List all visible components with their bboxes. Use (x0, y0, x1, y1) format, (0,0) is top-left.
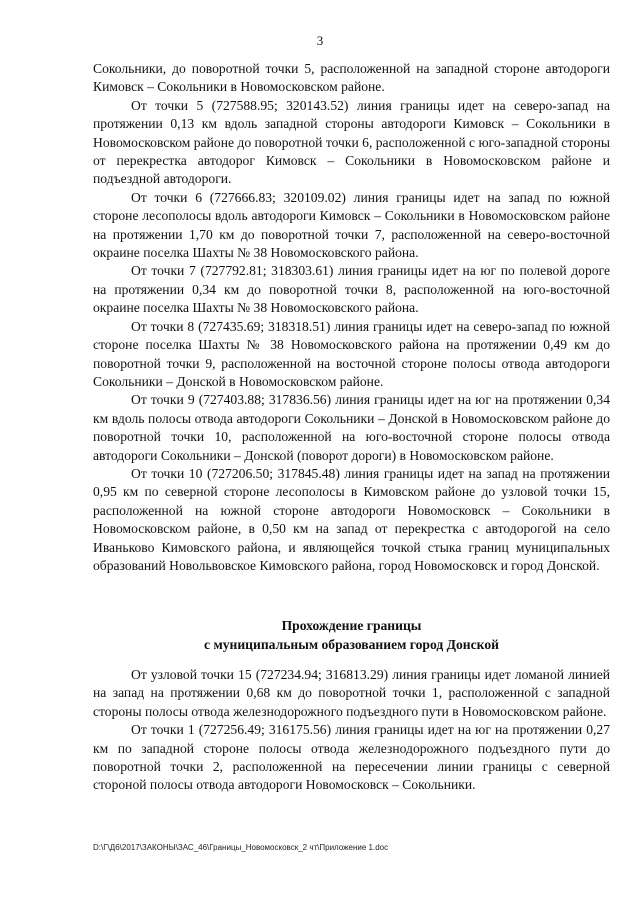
donskoy-boundary-text (93, 666, 610, 795)
paragraph-point-1: От точки 1 (727256.49; 316175.56) линия границы идет на юг на протяжении 0,27 км по западной стороне полосы отвода железнодорожного подъездного пути до поворотной точки 2, расположенной на пересечении линии границы с северной стороной полосы отвода автодороги Новомосковск – Сокольники. (93, 722, 610, 793)
paragraph-point-5: От точки 5 (727588.95; 320143.52) линия границы идет на северо-запад на протяжении 0,13 км вдоль западной стороны автодороги Кимовск – Сокольники в Новомосковском районе до поворотной точки 6, расположенной с юго-западной стороны от перекрестка автодорог Кимовск – Сокольники в Новомосковском районе и подъездной автодороги. (93, 97, 610, 187)
paragraph-node-point-15: От узловой точки 15 (727234.94; 316813.29) линия границы идет ломаной линией на запад на протяжении 0,68 км до поворотной точки 1, расположенной с западной стороны полосы отвода железнодорожного подъездного пути в Новомосковском районе. (93, 667, 610, 719)
paragraph-continuation: Сокольники, до поворотной точки 5, расположенной на западной стороне автодороги Кимовск – Сокольники в Новомосковском районе. (93, 61, 610, 95)
boundary-description-text (93, 60, 610, 575)
paragraph-point-10: От точки 10 (727206.50; 317845.48) линия границы идет на запад на протяжении 0,95 км по северной стороне лесополосы в Кимовском районе до узловой точки 15, расположенной на южной стороне автодороги Новомосковск – Сокольники в Новомосковском районе, в 0,50 км на запад от перекрестка с автодорогой на село Иваньково Кимовского района, и являющейся точкой стыка границ муниципальных образований Новольвовское Кимовского района, город Новомосковск и город Донской. (93, 465, 610, 573)
section-heading-line-2: с муниципальным образованием город Донской (204, 636, 499, 652)
section-heading (93, 617, 610, 654)
file-path-footer: D:\Г\Д6\2017\ЗАКОНЫ\ЗАС_46\Границы_Новомосковск_2 чт\Приложение 1.doc (93, 843, 389, 852)
paragraph-point-6: От точки 6 (727666.83; 320109.02) линия границы идет на запад по южной стороне лесополосы вдоль автодороги Кимовск – Сокольники в Новомосковском районе на протяжении 1,70 км до поворотной точки 7, расположенной на северо-восточной окраине поселка Шахты № 38 Новомосковского района. (93, 189, 610, 261)
page-number: 3 (316, 33, 324, 48)
section-heading-line-1: Прохождение границы (281, 618, 422, 633)
paragraph-point-7: От точки 7 (727792.81; 318303.61) линия границы идет на юг по полевой дороге на протяжении 0,34 км до поворотной точки 8, расположенной на юго-восточной окраине поселка Шахты № 38 Новомосковского района. (93, 263, 610, 316)
paragraph-point-8: От точки 8 (727435.69; 318318.51) линия границы идет на северо-запад по южной стороне поселка Шахты № 38 Новомосковского района на протяжении 0,49 км до поворотной точки 9, расположенной на восточной стороне полосы отвода автодороги Сокольники – Донской в Новомосковском районе. (93, 318, 610, 389)
paragraph-point-9: От точки 9 (727403.88; 317836.56) линия границы идет на юг на протяжении 0,34 км вдоль полосы отвода автодороги Сокольники – Донской в Новомосковском районе до поворотной точки 10, расположенной на юго-восточной стороне полосы отвода автодороги Сокольники – Донской (поворот дороги) в Новомосковском районе. (93, 392, 610, 463)
